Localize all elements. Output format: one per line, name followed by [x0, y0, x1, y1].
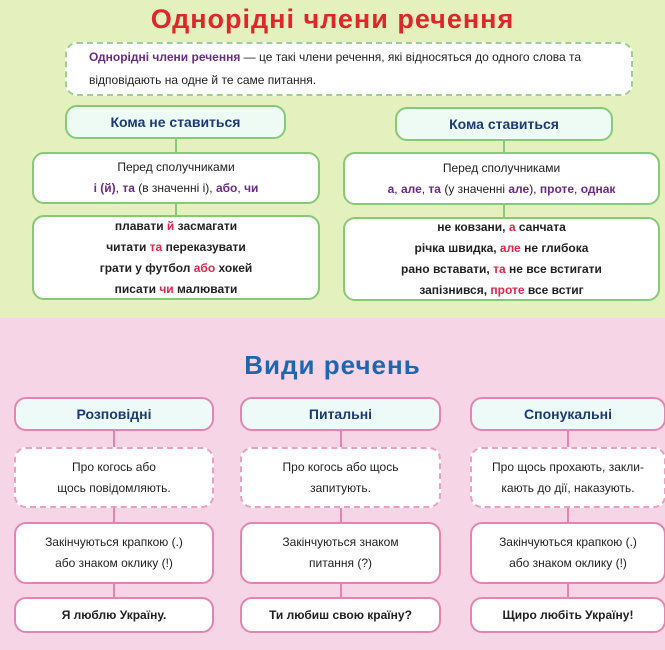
text-line: Закінчуються крапкою (.): [45, 535, 183, 549]
text-line: [415, 238, 589, 259]
text-segment: все встиг: [524, 283, 584, 297]
text-segment: не глибока: [520, 241, 589, 255]
text-line: Про щось прохають, закли-: [492, 459, 644, 474]
text-line: кають до дії, наказують.: [501, 480, 635, 495]
rule-box-no-comma: [32, 152, 320, 204]
text-segment: засмагати: [174, 218, 238, 233]
highlighted-word: і (й): [93, 181, 116, 195]
highlighted-word: та: [493, 262, 506, 276]
text-line: [443, 158, 560, 179]
text-line: [388, 179, 616, 200]
meaning-box: [14, 447, 214, 508]
text-segment: грати у футбол: [99, 260, 194, 275]
ending-box: [240, 522, 441, 584]
text-line: або знаком оклику (!): [509, 556, 627, 570]
text-segment: ,: [394, 181, 401, 196]
header-label: Питальні: [308, 405, 373, 422]
header-sentence-type: [470, 397, 665, 431]
text-line: [437, 217, 566, 238]
text-segment: читати: [106, 239, 150, 254]
highlighted-word: однак: [580, 181, 616, 196]
header-label: Кома не ставиться: [110, 113, 241, 130]
text-segment: ,: [115, 181, 123, 195]
example-box: [14, 597, 214, 633]
text-segment: (в значенні і),: [134, 181, 216, 195]
text-line: Про когось або: [72, 459, 156, 474]
header-comma: [395, 107, 613, 141]
ending-box: [14, 522, 214, 584]
meaning-box: [470, 447, 665, 508]
text-line: питання (?): [309, 556, 372, 570]
highlighted-word: та: [149, 239, 163, 254]
text-line: [94, 178, 259, 199]
text-segment: ,: [237, 181, 245, 195]
header-label: Спонукальні: [524, 405, 612, 422]
text-segment: хокей: [215, 260, 253, 275]
highlighted-word: проте: [490, 283, 525, 297]
highlighted-word: й: [166, 218, 175, 233]
text-line: запитують.: [310, 480, 371, 495]
text-line: Про когось або щось: [282, 459, 399, 474]
text-segment: малювати: [173, 281, 238, 296]
highlighted-word: та: [122, 181, 135, 195]
examples-box-no-comma: [32, 215, 320, 300]
highlighted-word: або: [193, 260, 216, 275]
highlighted-word: чи: [244, 181, 259, 195]
text-line: [106, 237, 246, 258]
text-segment: запізнився,: [419, 283, 491, 297]
header-sentence-type: [14, 397, 214, 431]
header-sentence-type: [240, 397, 441, 431]
highlighted-word: але: [508, 181, 530, 196]
text-segment: річка швидка,: [414, 241, 500, 255]
text-line: або знаком оклику (!): [55, 556, 173, 570]
highlighted-word: але: [499, 241, 521, 255]
text-line: [401, 259, 602, 280]
meaning-box: [240, 447, 441, 508]
text-line: [115, 279, 238, 300]
text-segment: плавати: [114, 218, 167, 233]
highlighted-word: а: [508, 220, 516, 234]
example-sentence: Щиро любіть Україну!: [502, 607, 634, 622]
text-segment: переказувати: [162, 239, 246, 254]
text-line: Закінчуються знаком: [282, 535, 399, 549]
example-sentence: Я люблю Україну.: [61, 607, 167, 622]
highlighted-word: проте: [539, 181, 575, 196]
text-segment: ),: [529, 181, 540, 196]
text-segment: не ковзани,: [437, 220, 509, 234]
text-line: Закінчуються крапкою (.): [499, 535, 637, 549]
rule-box-comma: [343, 152, 660, 205]
header-label: Кома ставиться: [449, 115, 559, 132]
text-segment: ,: [421, 181, 429, 196]
text-segment: рано вставати,: [401, 262, 494, 276]
text-segment: Перед сполучниками: [442, 160, 561, 175]
definition-text: [89, 46, 609, 92]
text-line: [115, 216, 237, 237]
definition-box: [65, 42, 633, 96]
text-segment: — це такі члени речення, які відносяться до одного слова та відповідають на одне й те саме питання.: [89, 50, 582, 87]
text-line: щось повідомляють.: [57, 480, 171, 495]
text-segment: санчата: [515, 220, 566, 234]
highlighted-word: чи: [159, 281, 174, 296]
header-no-comma: [65, 105, 286, 139]
text-line: [419, 280, 583, 301]
highlighted-word: та: [428, 181, 441, 196]
text-line: [89, 46, 609, 92]
highlighted-word: Однорідні члени речення: [89, 50, 241, 64]
text-segment: ,: [574, 181, 581, 196]
highlighted-word: але: [400, 181, 422, 196]
highlighted-word: або: [215, 181, 238, 195]
ending-box: [470, 522, 665, 584]
text-segment: (у значенні: [440, 181, 509, 196]
text-line: [100, 258, 253, 279]
example-sentence: Ти любиш свою країну?: [269, 607, 412, 622]
highlighted-word: а: [387, 181, 395, 196]
example-box: [470, 597, 665, 633]
header-label: Розповідні: [76, 405, 152, 422]
text-segment: писати: [114, 281, 160, 296]
section-title-homogeneous: Однорідні члени речення: [150, 4, 515, 34]
examples-box-comma: [343, 217, 660, 301]
text-segment: Перед сполучниками: [117, 160, 235, 174]
section-title-sentence-types: Види речень: [244, 350, 421, 380]
example-box: [240, 597, 441, 633]
text-line: [117, 157, 234, 178]
text-segment: не все встигати: [505, 262, 602, 276]
